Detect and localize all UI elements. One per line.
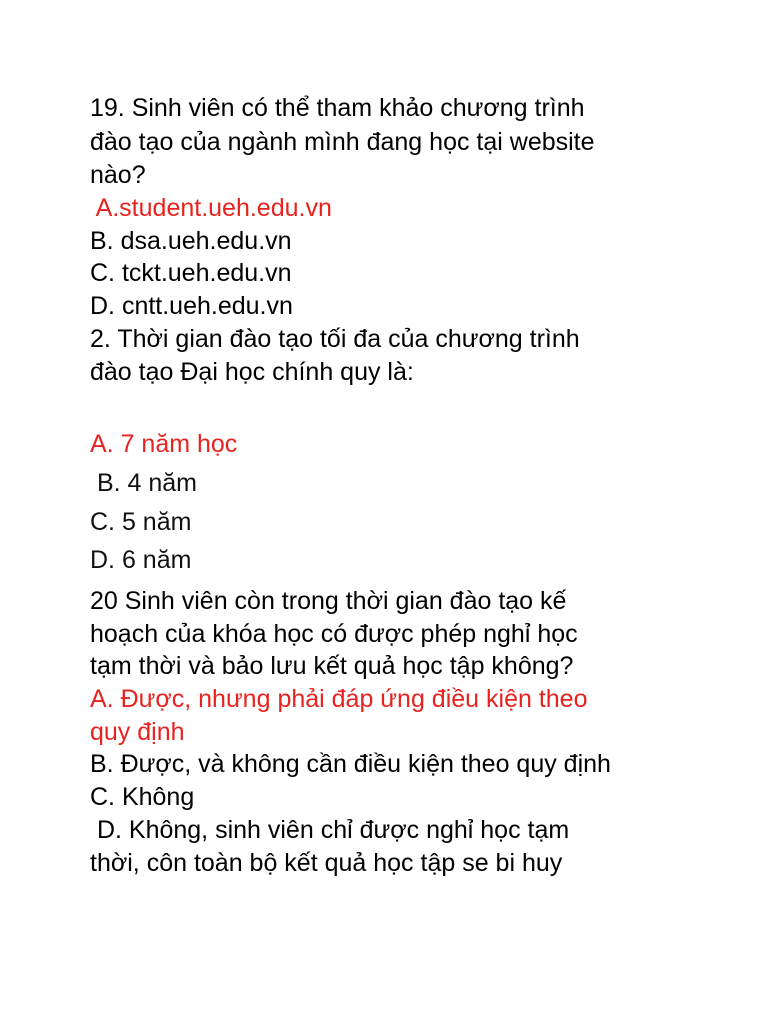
question-20-option-c: C. Không [90, 783, 195, 811]
question-19-line-1: 19. Sinh viên có thể tham khảo chương trình [90, 94, 585, 122]
question-20-answer-a-line-1: A. Được, nhưng phải đáp ứng điều kiện theo [90, 685, 588, 713]
question-19-answer-a: A.student.ueh.edu.vn [90, 194, 332, 222]
question-19-option-c: C. tckt.ueh.edu.vn [90, 259, 292, 287]
question-20-line-2: hoạch của khóa học có được phép nghỉ học [90, 620, 578, 648]
question-19-option-d: D. cntt.ueh.edu.vn [90, 292, 293, 320]
question-20-answer-a-line-2: quy định [90, 718, 185, 746]
question-19-line-3: nào? [90, 161, 146, 189]
question-20-option-d-line-2: thời, côn toàn bộ kết quả học tập se bi huy [90, 849, 563, 877]
question-2-option-b: B. 4 năm [90, 469, 197, 497]
question-2-option-d: D. 6 năm [90, 546, 192, 574]
question-19-line-2: đào tạo của ngành mình đang học tại website [90, 128, 595, 156]
question-2-line-1: 2. Thời gian đào tạo tối đa của chương trình [90, 325, 580, 353]
question-19-option-b: B. dsa.ueh.edu.vn [90, 227, 292, 255]
question-20-option-d-line-1: D. Không, sinh viên chỉ được nghỉ học tạm [90, 816, 570, 844]
question-20-line-1: 20 Sinh viên còn trong thời gian đào tạo kế [90, 587, 567, 615]
question-2-option-c: C. 5 năm [90, 508, 192, 536]
question-2-answer-a: A. 7 năm học [90, 430, 238, 458]
question-20-line-3: tạm thời và bảo lưu kết quả học tập không? [90, 652, 574, 680]
question-20-option-b: B. Được, và không cần điều kiện theo quy định [90, 750, 611, 778]
question-2-line-2: đào tạo Đại học chính quy là: [90, 358, 414, 386]
